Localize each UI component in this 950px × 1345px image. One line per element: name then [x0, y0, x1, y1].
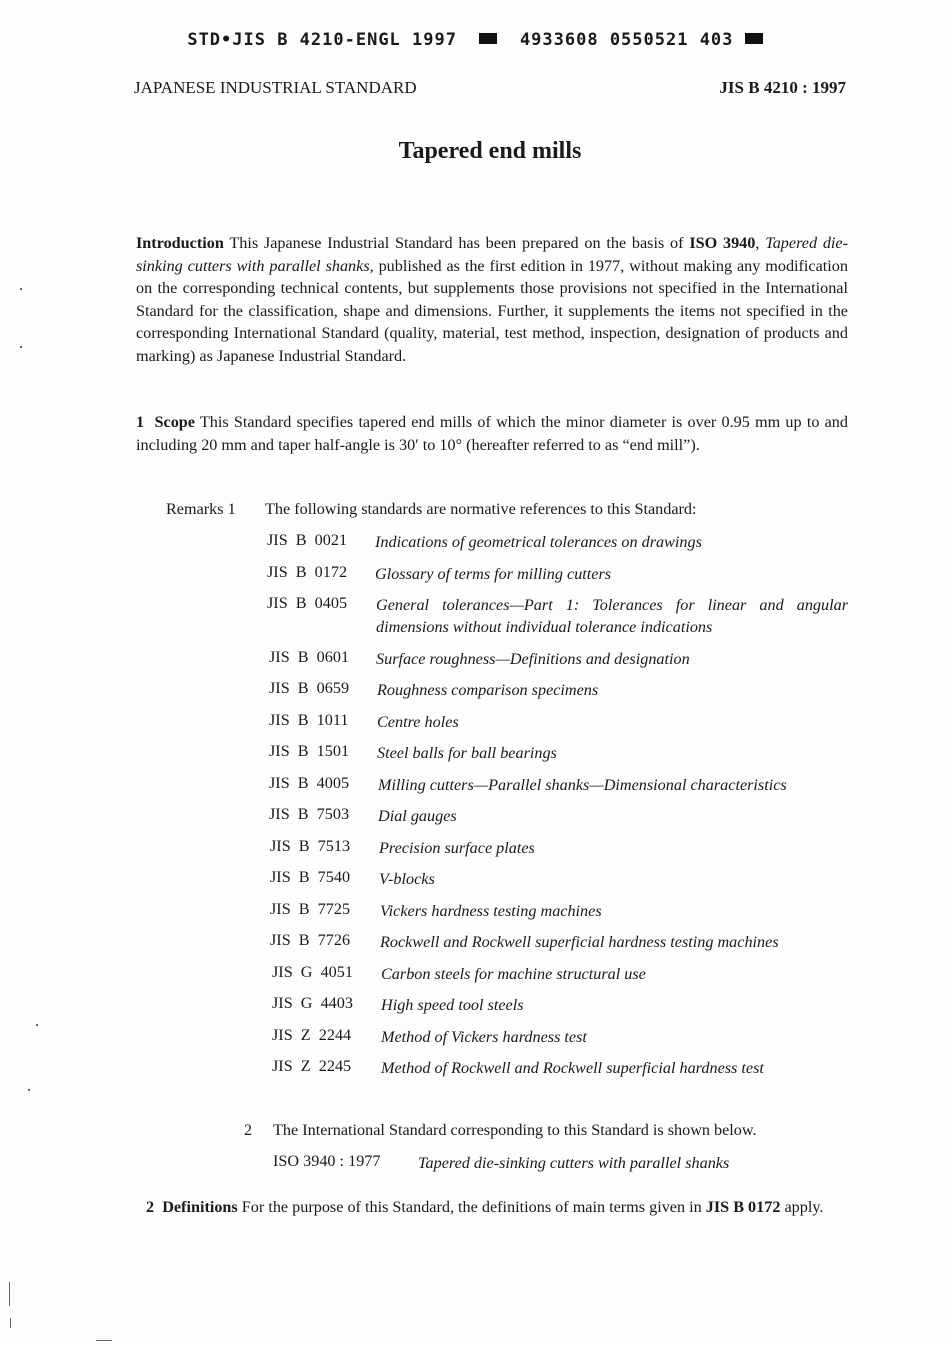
- reference-title: Indications of geometrical tolerances on drawings: [375, 533, 702, 551]
- reference-code: JIS B 0659: [269, 679, 350, 697]
- reference-title: General tolerances—Part 1: Tolerances for linear and angular dimensions without individual tolerance indications: [376, 596, 848, 636]
- margin-line: [96, 1340, 112, 1341]
- header-standard-code: JIS B 4210: [719, 78, 798, 97]
- reference-title: Rockwell and Rockwell superficial hardness testing machines: [380, 933, 779, 951]
- reference-code: JIS Z 2245: [272, 1057, 352, 1075]
- reference-code: JIS B 1501: [269, 742, 350, 760]
- remark2-text: The International Standard corresponding to this Standard is shown below.: [273, 1121, 757, 1139]
- iso-standard-code: ISO 3940 : 1977: [273, 1152, 381, 1170]
- reference-code: JIS B 7503: [269, 805, 350, 823]
- iso-standard-title: Tapered die-sinking cutters with parallel shanks: [418, 1154, 730, 1172]
- introduction-heading: Introduction: [136, 234, 224, 252]
- definitions-number: 2: [146, 1198, 155, 1216]
- reference-code: JIS B 4005: [269, 774, 350, 792]
- reference-title: Steel balls for ball bearings: [377, 744, 557, 762]
- remark2-number: 2: [244, 1121, 253, 1139]
- reference-title: Centre holes: [377, 713, 459, 731]
- scope-number: 1: [136, 413, 145, 431]
- iso-reference: ISO 3940: [689, 234, 756, 252]
- scan-stamp: [0, 30, 950, 50]
- reference-code: JIS B 0601: [269, 648, 350, 666]
- margin-line: [10, 1318, 11, 1328]
- reference-code: JIS G 4403: [272, 994, 353, 1012]
- reference-title: High speed tool steels: [381, 996, 524, 1014]
- header-standard-number: [719, 78, 846, 98]
- scan-speck: [36, 1024, 38, 1026]
- reference-code: JIS G 4051: [272, 963, 353, 981]
- scan-speck: [20, 288, 22, 290]
- stamp-right-text: 4933608 0550521 403: [519, 30, 734, 50]
- iso-title: Tapered die-sinking cutters with parallel shanks: [136, 234, 848, 275]
- reference-code: JIS B 7725: [270, 900, 351, 918]
- reference-title: Roughness comparison specimens: [377, 681, 599, 699]
- header-organization: JAPANESE INDUSTRIAL STANDARD: [134, 78, 417, 97]
- reference-title: Precision surface plates: [379, 839, 535, 857]
- definitions-ref: JIS B 0172: [705, 1198, 781, 1216]
- reference-code: JIS B 7513: [270, 837, 351, 855]
- scope-text: This Standard specifies tapered end mills of which the minor diameter is over 0.95 mm up to and including 20 mm and taper half-angle is 30′ to 10° (hereafter referred to as “end mill”).: [136, 413, 848, 454]
- reference-code: JIS B 0021: [267, 531, 348, 549]
- margin-line: [9, 1282, 10, 1306]
- reference-code: JIS B 7540: [270, 868, 351, 886]
- scope-paragraph: [136, 411, 848, 456]
- scan-speck: [28, 1089, 30, 1091]
- definitions-paragraph: 2 Definitions For the purpose of this Standard, the definitions of main terms given in JIS B 0172 apply.: [146, 1198, 824, 1216]
- reference-code: JIS B 7726: [270, 931, 351, 949]
- remarks-label: Remarks 1: [166, 500, 236, 518]
- reference-code: JIS Z 2244: [272, 1026, 352, 1044]
- scan-speck: [20, 346, 22, 348]
- reference-title: Dial gauges: [378, 807, 457, 825]
- reference-title: Glossary of terms for milling cutters: [375, 565, 612, 583]
- header-standard-year: : 1997: [797, 78, 846, 97]
- reference-title: Milling cutters—Parallel shanks—Dimensional characteristics: [378, 776, 787, 794]
- introduction-paragraph: Introduction This Japanese Industrial Standard has been prepared on the basis of ISO 3940, Tapered die-sinking cutters with parallel shanks, published as the first edition in 1977, without making any modification on the corresponding technical contents, but supplements those provisions not specified in the International Standard for the classification, shape and dimensions. Further, it supplements the items not specified in the corresponding International Standard (quality, material, test method, inspection, designation of products and marking) as Japanese Industrial Standard.: [136, 234, 848, 365]
- remarks-intro: The following standards are normative references to this Standard:: [265, 500, 697, 518]
- black-bar-icon: [479, 33, 497, 44]
- reference-title: Method of Vickers hardness test: [381, 1028, 587, 1046]
- scope-heading: Scope: [154, 413, 195, 431]
- reference-code: JIS B 0172: [267, 563, 348, 581]
- reference-title: V-blocks: [379, 870, 435, 888]
- page-title: Tapered end mills: [398, 138, 582, 164]
- reference-title: Method of Rockwell and Rockwell superficial hardness test: [381, 1059, 764, 1077]
- reference-code: JIS B 0405: [267, 594, 348, 612]
- definitions-heading: Definitions: [162, 1198, 238, 1216]
- stamp-left-text: STD•JIS B 4210-ENGL 1997: [187, 30, 457, 50]
- black-bar-icon: [745, 33, 763, 44]
- reference-code: JIS B 1011: [269, 711, 349, 729]
- reference-title: Vickers hardness testing machines: [380, 902, 602, 920]
- reference-title: Carbon steels for machine structural use: [381, 965, 646, 983]
- reference-title: Surface roughness—Definitions and designation: [376, 650, 690, 668]
